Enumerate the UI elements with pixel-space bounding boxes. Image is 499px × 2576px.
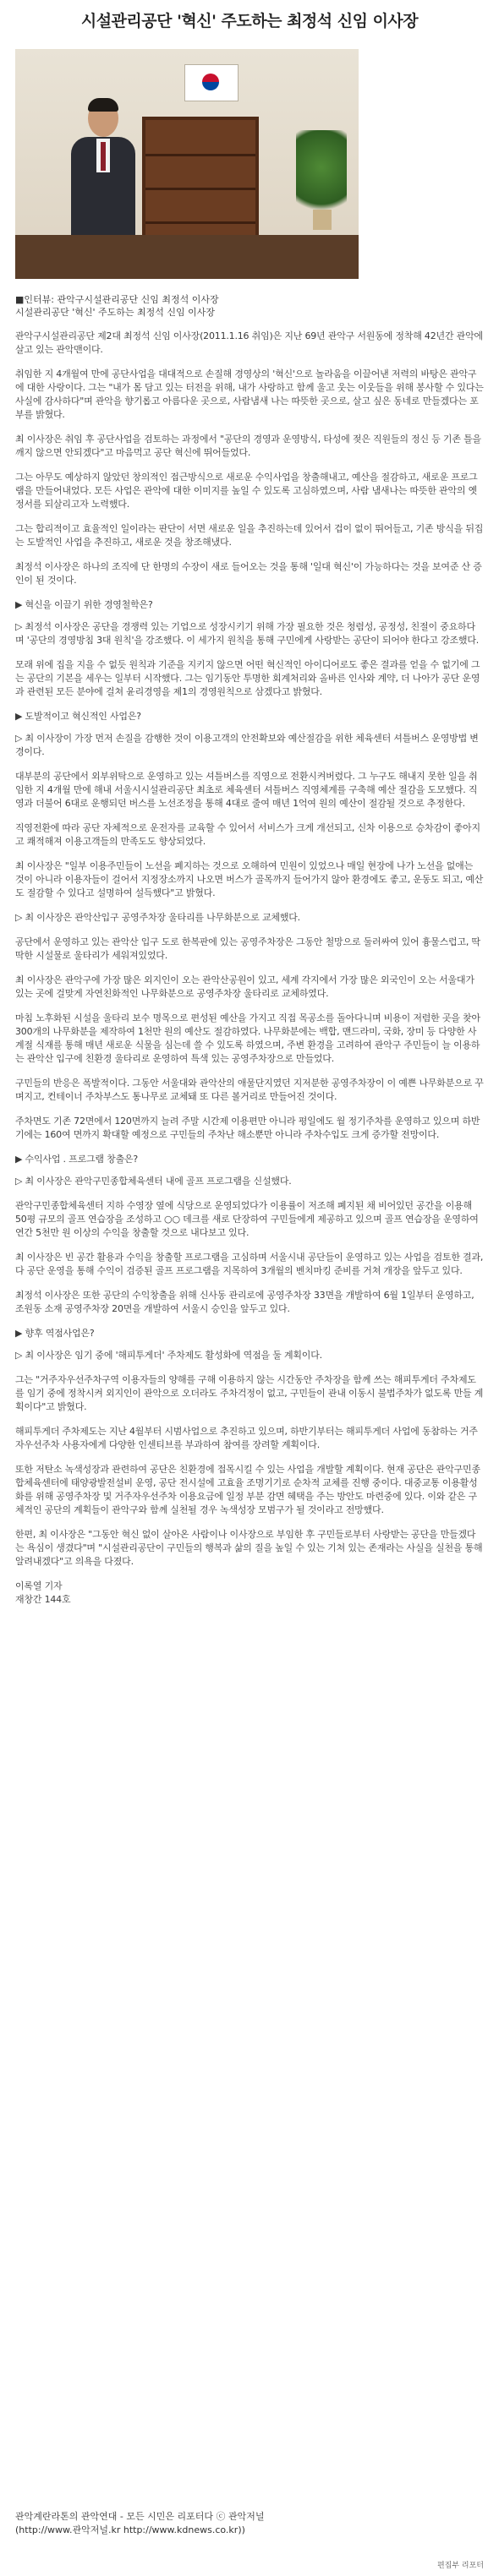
paragraph: 해피투게더 주차제도는 지난 4월부터 시범사업으로 추진하고 있으며, 하반기부터는 해피투게더 사업에 동참하는 거주자우선주차 사용자에게 다양한 인센티브를 부과하여 참여를 장려할 계획이다. (15, 1426, 478, 1450)
photo-caption (15, 293, 485, 319)
paragraph: 모래 위에 집을 지을 수 없듯 원칙과 기준을 지키지 않으면 어떤 혁신적인 아이디어로도 좋은 결과를 얻을 수 없기에 그는 공단의 기본을 세우는 일부터 시작했다. 그는 임기동안 투명한 회계처리와 올바른 인사와 계약, 더 나아가 공단 운영과 관련된 모든 분야에 걸쳐 윤리경영을 제1의 경영원칙으로 삼겠다고 밝혔다. (15, 659, 480, 697)
question-heading: ▶ 수익사업 . 프로그램 창출은? (15, 1154, 139, 1165)
korean-flag-icon (184, 64, 239, 101)
paragraph: 구민들의 반응은 폭발적이다. 그동안 서울대와 관악산의 애물단지였던 지저분한 공영주차장이 이 예쁜 나무화분으로 꾸며지고, 컨테이너 주차부스도 통나무로 교체돼 또 다른 볼거리로 만들어진 것이다. (15, 1078, 484, 1102)
article-body (15, 330, 484, 1624)
footer-links: (http://www.관악저널.kr http://www.kdnews.co.kr)) (15, 2524, 245, 2535)
editor-label: 편집부 리포터 (436, 2562, 484, 2570)
article-footer (15, 2510, 485, 2537)
article-headline: 시설관리공단 '혁신' 주도하는 최정석 신임 이사장 (80, 12, 419, 30)
paragraph: 취임한 지 4개월여 만에 공단사업을 대대적으로 손질해 경영상의 '혁신'으로 놀라움을 이끌어낸 저력의 바탕은 관악구에 대한 사랑이다. 그는 "내가 몸 담고 있는 터전을 위해, 내가 사랑하고 함께 울고 웃는 이웃들을 위해 봉사할 수 있다는 사실에 감사하다"며 관악을 향기롭고 아름다운 곳으로, 사람냄새 나는 따뜻한 곳으로, 살고 싶은 동네로 만들겠다는 포부를 밝혔다. (15, 368, 484, 420)
paragraph: 직영전환에 따라 공단 자체적으로 운전자를 교육할 수 있어서 서비스가 크게 개선되고, 신차 이용으로 승차감이 좋아지고 쾌적해져 이용고객들의 만족도도 향상되었다. (15, 822, 480, 847)
paragraph: 관악구시설관리공단 제2대 최정석 신임 이사장(2011.1.16 취임)은 지난 69년 관악구 서원동에 정착해 42년간 관악에 살고 있는 관악맨이다. (15, 330, 483, 355)
paragraph: 그는 합리적이고 효율적인 일이라는 판단이 서면 새로운 일을 추진하는데 있어서 겁이 없이 뛰어들고, 기존 방식을 뒤집는 도발적인 사업을 추진하고, 새로운 것을 창조해냈다. (15, 523, 484, 548)
interview-photo (15, 49, 359, 279)
footer-slogan: 관악계란라톤의 관악연대 - 모든 시민은 리포터다 ⓒ 관악저널 (15, 2511, 265, 2522)
paragraph: ▷ 최 이사장은 임기 중에 '해피투게더' 주차제도 활성화에 역점을 둘 계획이다. (15, 1350, 322, 1361)
paragraph: 마침 노후화된 시설을 울타리 보수 명목으로 편성된 예산을 가지고 직접 목공소를 돌아다니며 비용이 저렴한 곳을 찾아 300개의 나무화분을 제작하여 1천만 원의 예산도 절감하였다. 나무화분에는 백합, 맨드라미, 국화, 장미 등 다양한 사계절 식재를 통해 매년 새로운 식물을 심는데 쓸 수 있도록 하였으며, 주변 환경을 고려하여 관악구 주민들이 늘 이용하는 관악산 입구에 친환경 울타리로 운영하여 특색 있는 공영주차장으로 만들었다. (15, 1012, 480, 1064)
paragraph: 한편, 최 이사장은 "그동안 혁신 없이 살아온 사람이나 이사장으로 부임한 후 구민들로부터 사랑받는 공단을 만들겠다는 욕심이 생겼다"며 "시설관리공단이 구민들의 행복과 삶의 질을 높일 수 있는 기쳐 있는 존재라는 사실을 실천을 통해 알려내겠다"고 의욕을 다졌다. (15, 1529, 483, 1567)
desk-graphic (15, 235, 359, 279)
paragraph: 또한 저탄소 녹색성장과 관련하여 공단은 친환경에 접목시킬 수 있는 사업을 개발할 계획이다. 현재 공단은 관악구민종합체육센터에 태양광발전설비 운영, 공단 전시설에 고효율 조명기기로 순차적 교체를 진행 중이다. 대중교통 이용활성화를 위해 공영주차장 및 거주자우선주차 이용요금에 일정 부분 감면 혜택을 주는 방안도 마련중에 있다. 이와 같은 구체적인 공단의 계획들이 관악구와 함께 실천될 경우 녹색성장 모범구가 될 것이라고 전망했다. (15, 1464, 480, 1515)
paragraph: 최정석 이사장은 하나의 조직에 단 한명의 수장이 새로 들어오는 것을 통해 '일대 혁신'이 가능하다는 것을 보여준 산 증인이 된 것이다. (15, 561, 482, 586)
paragraph: ▷ 최 이사장이 가장 먼저 손질을 감행한 것이 이용고객의 안전확보와 예산절감을 위한 체육센터 셔틀버스 운영방법 변경이다. (15, 733, 479, 757)
question-heading: ▶ 혁신을 이끌기 위한 경영철학은? (15, 599, 153, 610)
paragraph: 공단에서 운영하고 있는 관악산 입구 도로 한복판에 있는 공영주차장은 그동안 철망으로 둘러싸여 있어 흉물스럽고, 딱딱한 시설물로 울타리가 세워져있었다. (15, 936, 480, 961)
paragraph: 그는 "거주자우선주차구역 이용자들의 양해를 구해 이용하지 않는 시간동안 주차장을 함께 쓰는 해피투게더 주차제도를 임기 중에 정착시켜 외지인이 관악으로 오더라도 주차걱정이 없고, 구민들이 관내 이동시 불법주차가 없도록 만들 계획이다"고 밝혔다. (15, 1374, 484, 1412)
paragraph: ▷ 최정석 이사장은 공단을 경쟁력 있는 기업으로 성장시키기 위해 가장 필요한 것은 청렴성, 공정성, 친절이 중요하다며 '공단의 경영방침 3대 원칙'을 강조했다. 이 세가지 원칙을 통해 구민에게 사랑받는 공단이 되어야 한다고 강조했다. (15, 621, 480, 646)
paragraph: ▷ 최 이사장은 관악산입구 공영주차장 울타리를 나무화분으로 교체했다. (15, 912, 300, 923)
question-heading: ▶ 향후 역점사업은? (15, 1328, 95, 1339)
paragraph: 최 이사장은 취임 후 공단사업을 검토하는 과정에서 "공단의 경영과 운영방식, 타성에 젖은 직원들의 정신 등 기존 틀을 깨지 않으면 안되겠다"고 마음먹고 공단 혁신에 뛰어들었다. (15, 434, 481, 458)
paragraph: 최 이사장은 "일부 이용주민들이 노선을 폐지하는 것으로 오해하여 민원이 있었으나 매일 현장에 나가 노선을 없애는 것이 아니라 이용자들이 걸어서 지정장소까지 나오면 버스가 골목까지 들어가지 않아 환경에도 좋고, 운동도 되고, 예산도 절감할 수 있다고 설명하여 설득했다"고 밝혔다. (15, 860, 484, 898)
caption-line: 시설관리공단 '혁신' 주도하는 최정석 신임 이사장 (15, 307, 216, 318)
paragraph: 그는 아무도 예상하지 않았던 창의적인 접근방식으로 새로운 수익사업을 창출해내고, 예산을 절감하고, 새로운 프로그램을 만들어내었다. 모든 사업은 관악에 대한 이미지를 높일 수 있도록 고심하였으며, 사람 냄새나는 따뜻한 관악의 옛 정서를 되살리고자 노력했다. (15, 472, 478, 510)
paragraph: 관악구민종합체육센터 지하 수영장 옆에 식당으로 운영되었다가 이용률이 저조해 폐지된 채 비어있던 공간을 이용해 50평 규모의 골프 연습장을 조성하고 ○○ 데크를 새로 단장하여 구민들에게 제공하고 있으며 골프 연습장을 운영하여 연간 5천만 원 이상의 수익을 창출할 것으로 내다보고 있다. (15, 1200, 479, 1238)
reporter-byline: 이록열 기자 재창간 144호 (15, 1580, 71, 1605)
paragraph: 최 이사장은 빈 공간 활용과 수익을 창출할 프로그램을 고심하며 서울시내 공단들이 운영하고 있는 사업을 검토한 결과, 다 공단 운영을 통해 수익이 검증된 골프 프로그램을 지목하여 3개월의 벤치마킹 준비를 거쳐 개장을 앞두고 있다. (15, 1252, 484, 1276)
paragraph: 주차면도 기존 72면에서 120면까지 늘려 주말 시간제 이용편만 아니라 평일에도 월 정기주차를 운영하고 있으며 하반기에는 160여 면까지 확대할 예정으로 구민들의 주차난 해소뿐만 아니라 주차수입도 크게 증가할 전망이다. (15, 1116, 480, 1140)
paragraph: 최정석 이사장은 또한 공단의 수익창출을 위해 신사동 관리로에 공영주차장 33면을 개발하여 6월 1일부터 운영하고, 조원동 소재 공영주차장 20면을 개발하여 서울시 승인을 앞두고 있다. (15, 1290, 474, 1314)
paragraph: 최 이사장은 관악구에 가장 많은 외지인이 오는 관악산공원이 있고, 세계 각지에서 가장 많은 외국인이 오는 서울대가 있는 곳에 걸맞게 자연친화적인 나무화분으로 공영주차장 울타리로 교체하였다. (15, 974, 474, 999)
caption-line: ■인터뷰: 관악구시설관리공단 신임 최정석 이사장 (15, 294, 219, 305)
paragraph: ▷ 최 이사장은 관악구민종합체육센터 내에 골프 프로그램을 신설했다. (15, 1176, 292, 1187)
paragraph: 대부분의 공단에서 외부위탁으로 운영하고 있는 셔틀버스를 직영으로 전환시켜버렸다. 그 누구도 해내지 못한 일을 취임한 지 4개월 만에 해내 서울시시설관리공단 최초로 체육센터 셔틀버스 직영체계를 구축해 예산 절감을 도모했다. 직영과 더불어 6대로 운행되던 버스를 노선조정을 통해 4대로 줄여 매년 1억여 원의 예산이 절감될 것으로 추정한다. (15, 771, 478, 809)
question-heading: ▶ 도발적이고 혁신적인 사업은? (15, 711, 141, 722)
plant-pot-graphic (313, 210, 332, 230)
